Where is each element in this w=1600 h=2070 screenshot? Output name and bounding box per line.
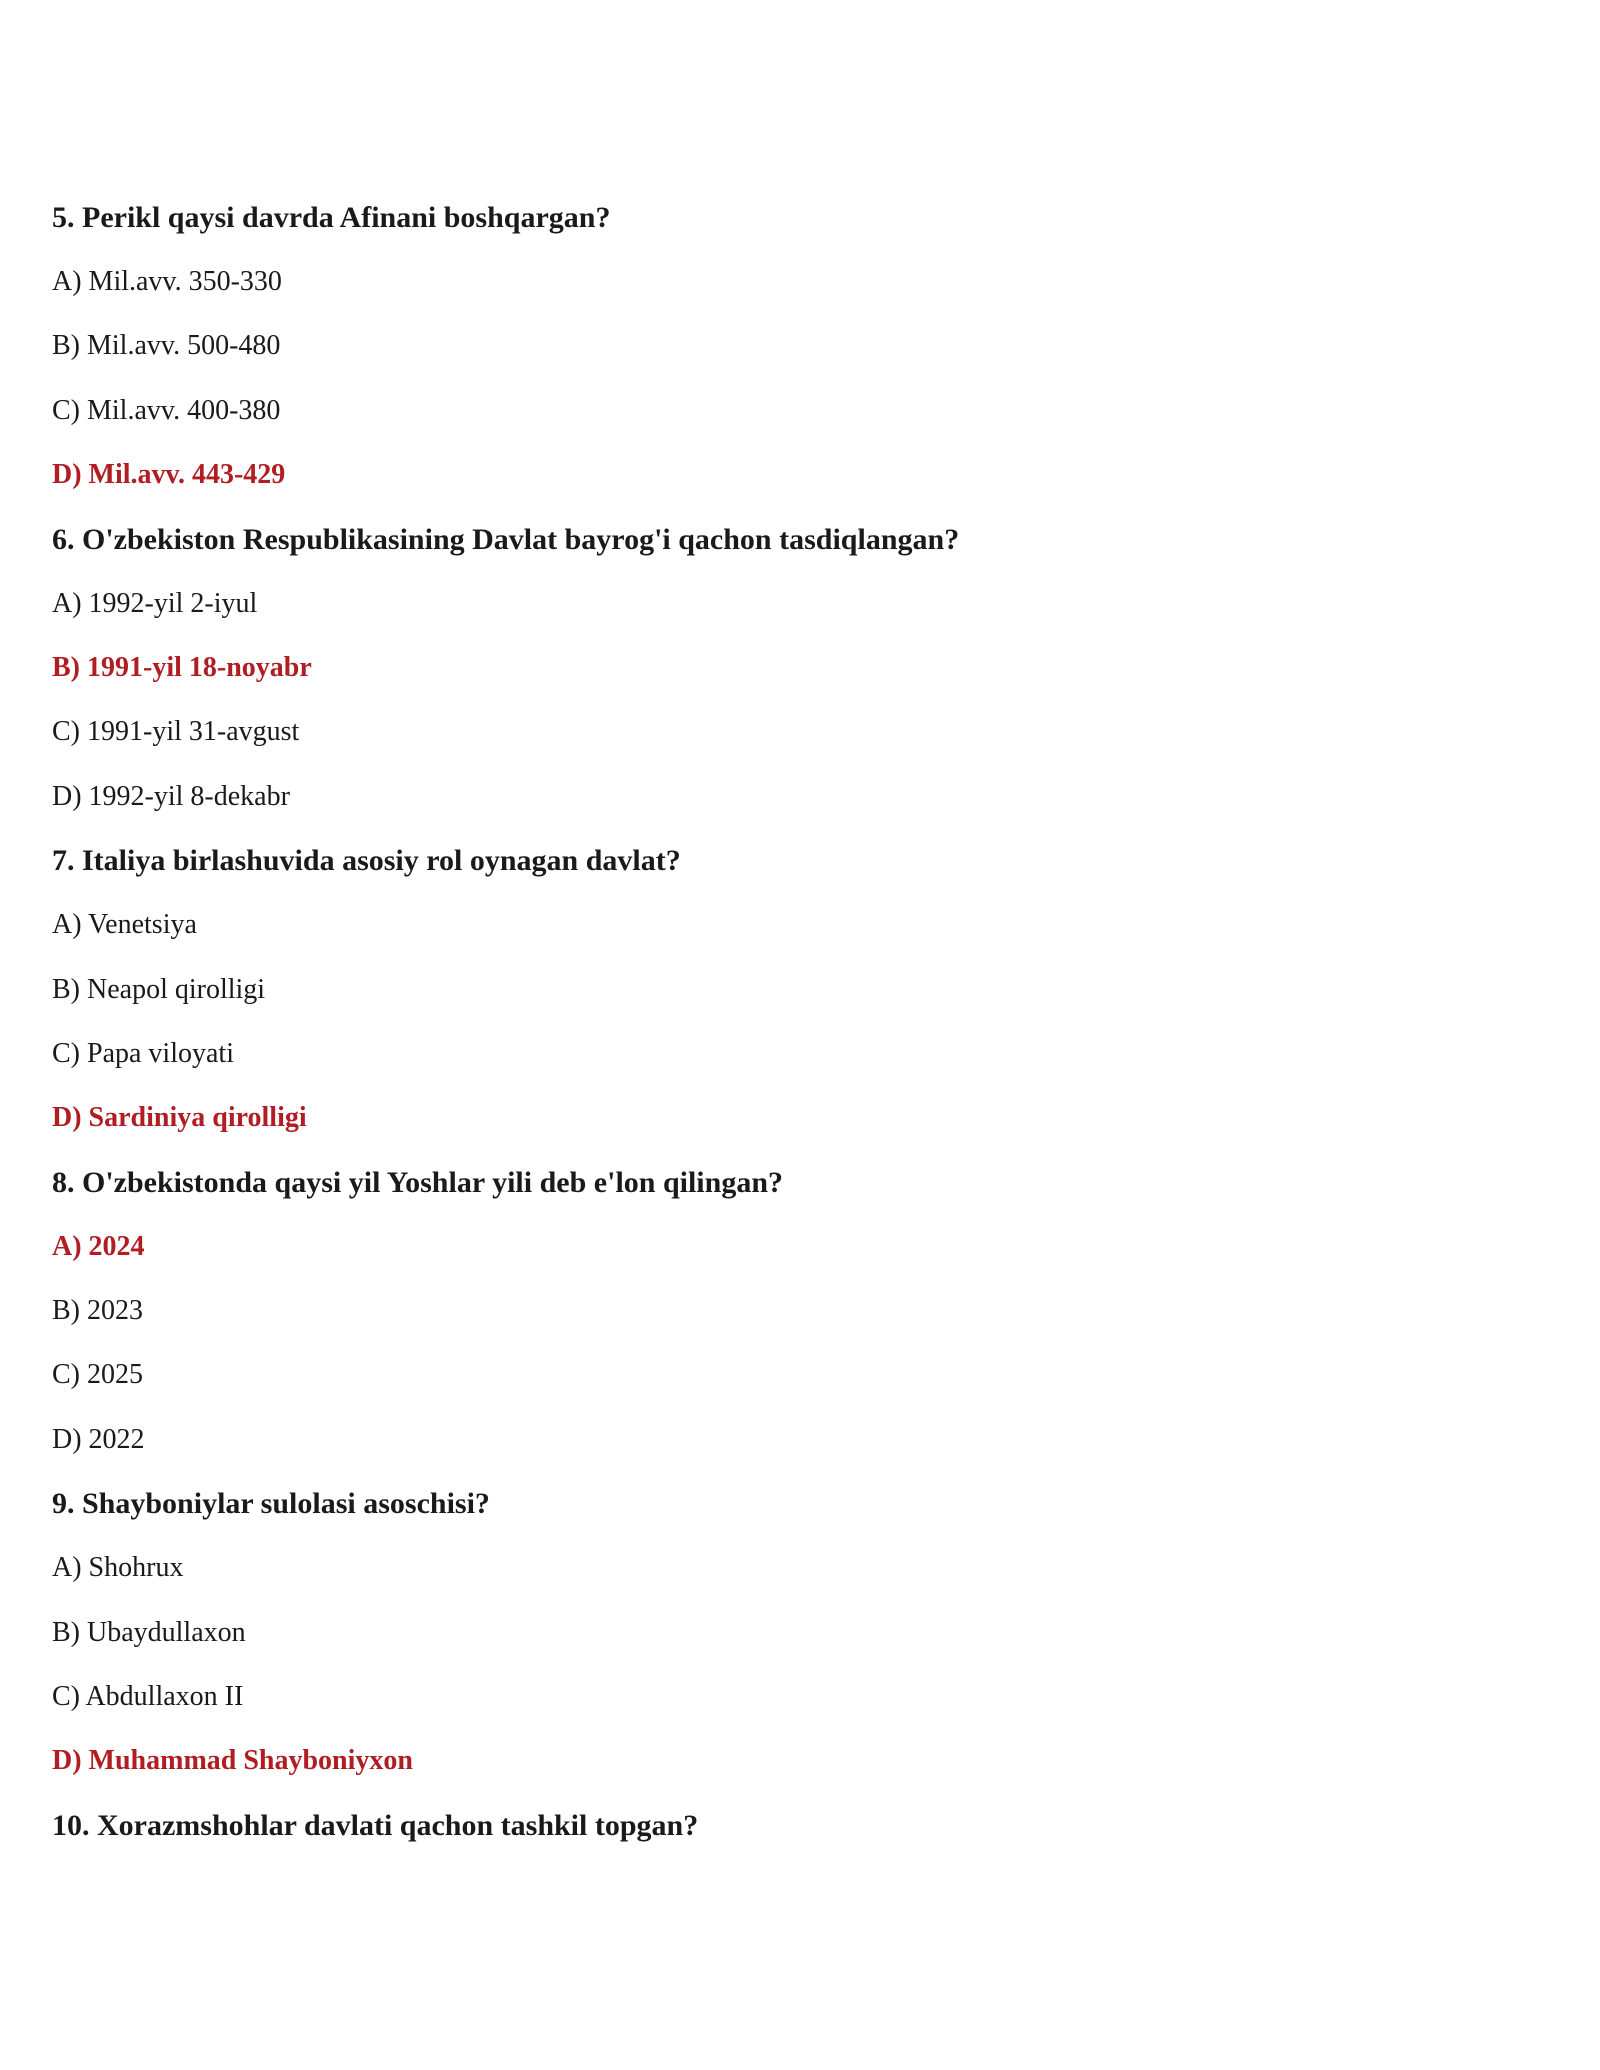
- option-d-correct: D) Muhammad Shayboniyxon: [52, 1745, 413, 1777]
- question-title: 9. Shayboniylar sulolasi asoschisi?: [52, 1487, 490, 1521]
- question-title: 10. Xorazmshohlar davlati qachon tashkil topgan?: [52, 1808, 699, 1842]
- option-c: C) Mil.avv. 400-380: [52, 394, 281, 426]
- question-6: [52, 508, 1552, 830]
- question-10: [52, 1794, 1552, 1858]
- option-d: D) 1992-yil 8-dekabr: [52, 780, 290, 812]
- option-c: C) 1991-yil 31-avgust: [52, 716, 300, 748]
- question-title: 8. O'zbekistonda qaysi yil Yoshlar yili deb e'lon qilingan?: [52, 1165, 784, 1199]
- option-d: D) 2022: [52, 1423, 145, 1455]
- question-title: 5. Perikl qaysi davrda Afinani boshqargan?: [52, 201, 611, 234]
- question-7: [52, 829, 1552, 1151]
- option-d-correct: D) Mil.avv. 443-429: [52, 459, 286, 491]
- option-d-correct: D) Sardiniya qirolligi: [52, 1102, 307, 1134]
- option-c: C) Abdullaxon II: [52, 1681, 244, 1713]
- question-title: 6. O'zbekiston Respublikasining Davlat bayrog'i qachon tasdiqlangan?: [52, 522, 960, 556]
- option-a: A) 1992-yil 2-iyul: [52, 587, 258, 619]
- option-a-correct: A) 2024: [52, 1230, 145, 1262]
- option-b: B) Neapol qirolligi: [52, 973, 266, 1005]
- option-a: A) Venetsiya: [52, 909, 197, 941]
- question-title: 7. Italiya birlashuvida asosiy rol oynagan davlat?: [52, 844, 681, 878]
- option-a: A) Mil.avv. 350-330: [52, 266, 282, 297]
- option-c: C) 2025: [52, 1359, 143, 1391]
- question-9: [52, 1472, 1552, 1794]
- option-b: B) Mil.avv. 500-480: [52, 330, 281, 362]
- option-b: B) 2023: [52, 1295, 143, 1327]
- question-8: [52, 1151, 1552, 1473]
- option-b: B) Ubaydullaxon: [52, 1616, 246, 1648]
- quiz-page: [52, 186, 1552, 1858]
- question-5: [52, 186, 1552, 508]
- option-a: A) Shohrux: [52, 1552, 184, 1584]
- option-c: C) Papa viloyati: [52, 1037, 234, 1069]
- option-b-correct: B) 1991-yil 18-noyabr: [52, 651, 312, 683]
